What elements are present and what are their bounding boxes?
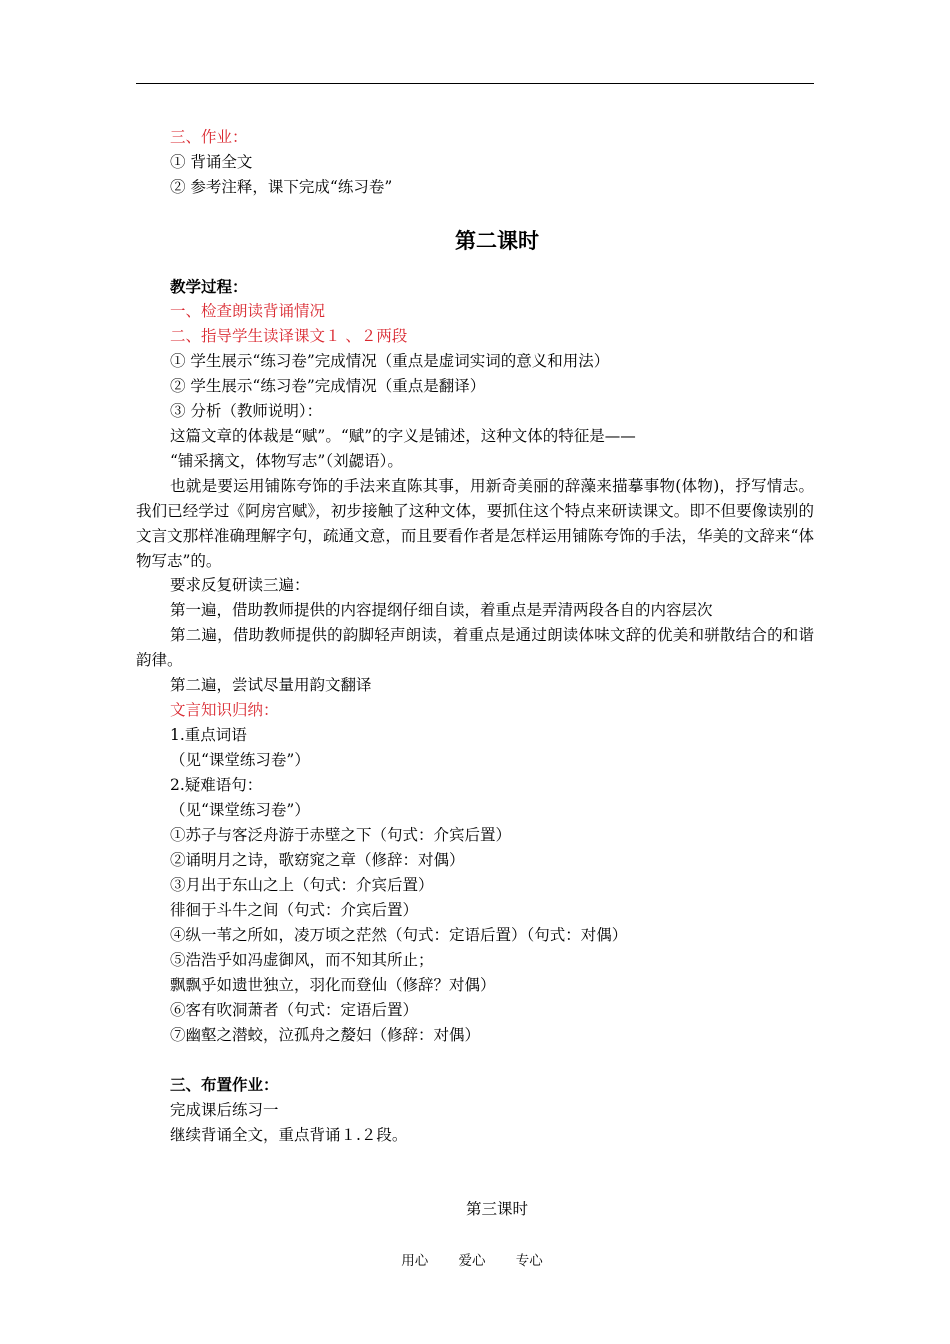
knowledge-item: ⑦幽壑之潜蛟，泣孤舟之嫠妇（修辞：对偶）: [170, 1026, 481, 1044]
analysis-paragraph: 也就是要运用铺陈夸饰的手法来直陈其事，用新奇美丽的辞藻来描摹事物(体物)，抒写情志。我们已经学过《阿房宫赋》，初步接触了这种文体，要抓住这个特点来研读课文。即不但要像读别的文言文那样准确理解字句，疏通文意，而且要看作者是怎样运用铺陈夸饰的手法，华美的文辞来“体物写志”的。: [136, 477, 814, 570]
homework-item-1: ① 背诵全文: [170, 153, 253, 171]
knowledge-item: ④纵一苇之所如，凌万顷之茫然（句式：定语后置）（句式：对偶）: [170, 926, 628, 944]
footer-word: 专心: [515, 1253, 543, 1269]
step-2: 二、指导学生读译课文１ 、２两段: [170, 327, 408, 345]
knowledge-item: 2.疑难语句：: [170, 776, 263, 794]
reading-pass-1: 第一遍，借助教师提供的内容提纲仔细自读，着重点是弄清两段各自的内容层次: [170, 601, 713, 619]
homework-heading: 三、作业：: [170, 128, 248, 146]
footer-word: 用心: [401, 1253, 429, 1269]
assign-item-2: 继续背诵全文，重点背诵１.２段。: [170, 1126, 408, 1144]
knowledge-item: 飘飘乎如遗世独立，羽化而登仙（修辞？对偶）: [170, 976, 496, 994]
footer-word: 爱心: [458, 1253, 486, 1269]
sub-item-1: ① 学生展示“练习卷”完成情况（重点是虚词实词的意义和用法）: [170, 352, 610, 370]
knowledge-item: ③月出于东山之上（句式：介宾后置）: [170, 876, 434, 894]
analysis-line-1: 这篇文章的体裁是“赋”。“赋”的字义是铺述，这种文体的特征是——: [170, 427, 636, 445]
knowledge-item: 1.重点词语: [170, 726, 247, 744]
reading-requirement: 要求反复研读三遍：: [170, 576, 310, 594]
knowledge-item: ①苏子与客泛舟游于赤壁之下（句式：介宾后置）: [170, 826, 512, 844]
knowledge-item: ②诵明月之诗，歌窈窕之章（修辞：对偶）: [170, 851, 465, 869]
reading-pass-2: 第二遍，借助教师提供的韵脚轻声朗读，着重点是通过朗读体味文辞的优美和骈散结合的和谐韵律。: [136, 626, 814, 669]
analysis-line-2: “铺采摛文，体物写志”（刘勰语）。: [170, 452, 403, 470]
assign-heading: 三、布置作业：: [170, 1076, 279, 1094]
process-label: 教学过程：: [170, 278, 248, 296]
knowledge-heading: 文言知识归纳：: [170, 701, 279, 719]
knowledge-item: （见“课堂练习卷”）: [170, 751, 310, 769]
assign-item-1: 完成课后练习一: [170, 1101, 279, 1119]
knowledge-item: ⑤浩浩乎如冯虚御风，而不知其所止；: [170, 951, 434, 969]
step-1: 一、检查朗读背诵情况: [170, 302, 326, 320]
homework-item-2: ② 参考注释，课下完成“练习卷”: [170, 178, 393, 196]
knowledge-item: ⑥客有吹洞萧者（句式：定语后置）: [170, 1001, 419, 1019]
knowledge-item: 徘徊于斗牛之间（句式：介宾后置）: [170, 901, 419, 919]
sub-item-2: ② 学生展示“练习卷”完成情况（重点是翻译）: [170, 377, 486, 395]
sub-item-3: ③ 分析（教师说明）：: [170, 402, 323, 420]
knowledge-item: （见“课堂练习卷”）: [170, 801, 310, 819]
page-footer: [0, 1249, 944, 1269]
lesson3-title: 第三课时: [465, 1200, 528, 1218]
header-rule: [136, 83, 814, 84]
lesson2-title: 第二课时: [455, 229, 539, 253]
reading-pass-3: 第二遍，尝试尽量用韵文翻译: [170, 676, 372, 694]
